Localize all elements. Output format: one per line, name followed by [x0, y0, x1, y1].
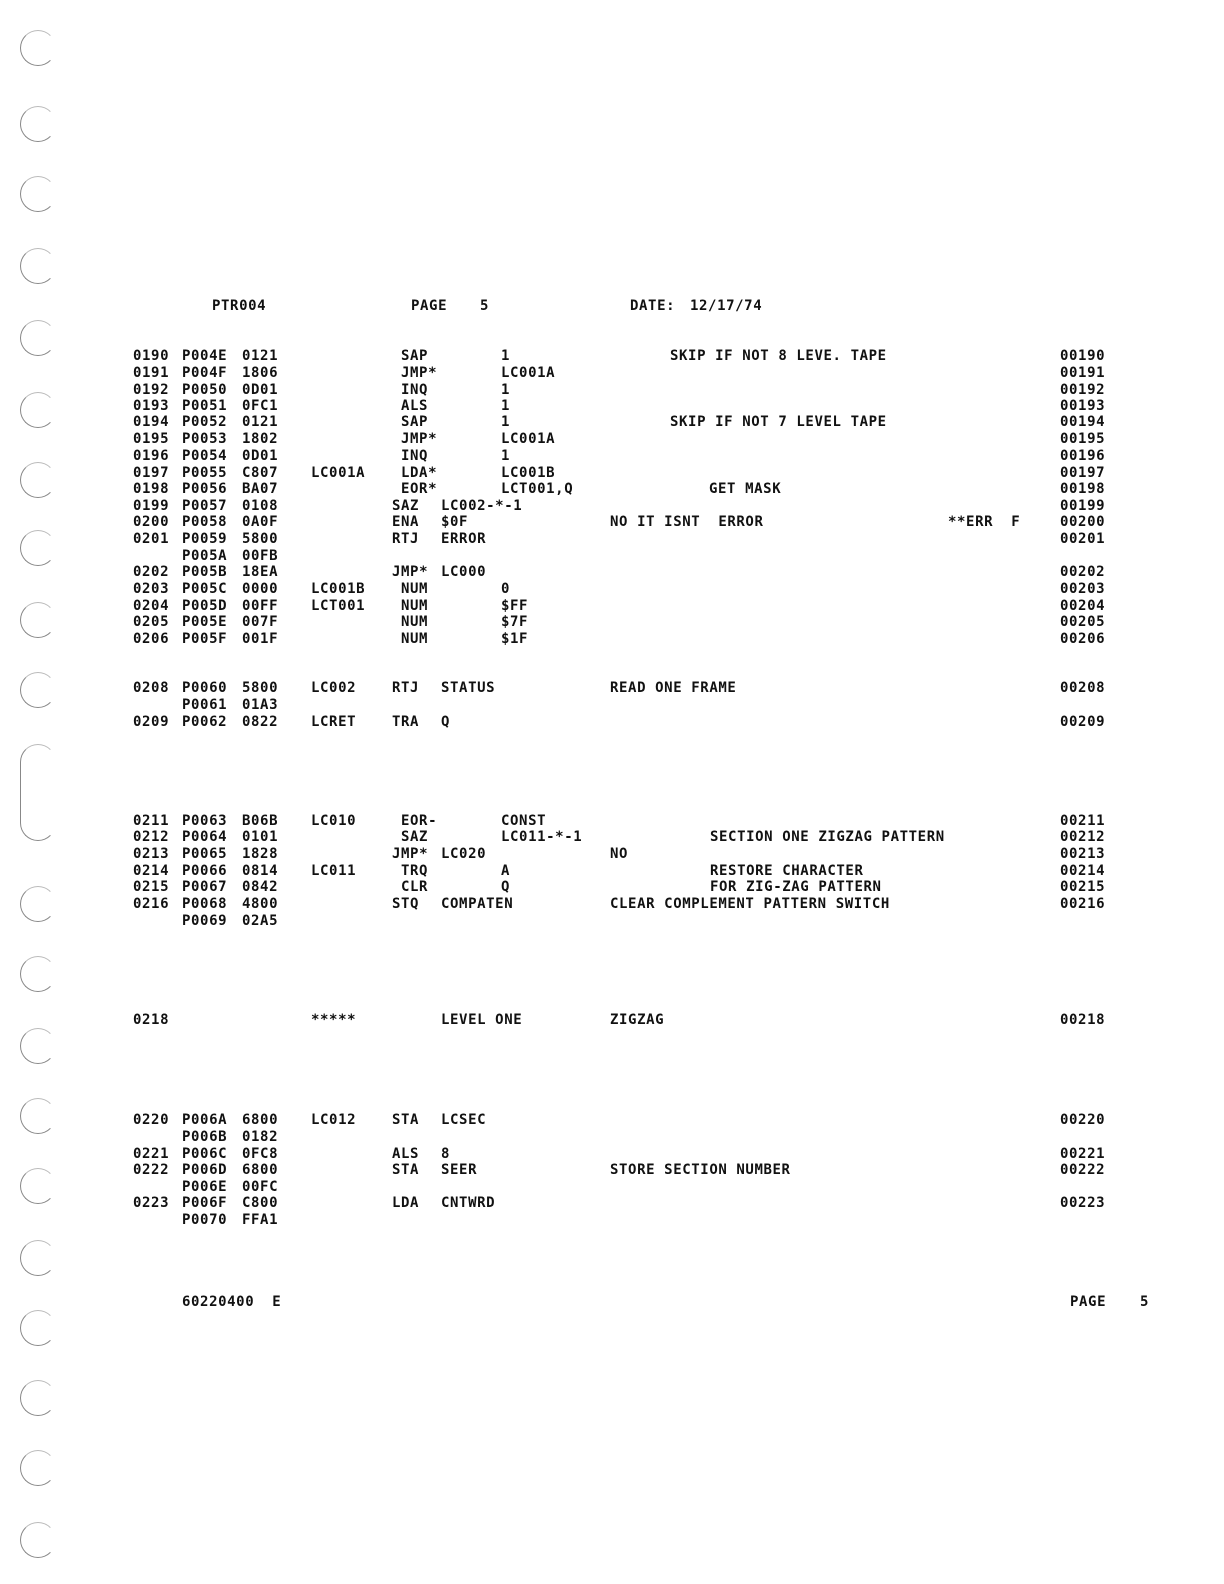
- punch-holes: [14, 30, 74, 1570]
- opcode: RTJ: [392, 680, 420, 696]
- address: P0055: [182, 465, 228, 481]
- sequence-number: 00216: [1060, 896, 1106, 912]
- punch-hole-icon: [20, 1168, 56, 1204]
- object-code: 0842: [242, 879, 279, 895]
- opcode: SAZ: [401, 829, 429, 845]
- comment: READ ONE FRAME: [610, 680, 737, 696]
- operand: LCSEC: [441, 1112, 487, 1128]
- address: P0056: [182, 481, 228, 497]
- punch-hole-icon: [20, 1310, 56, 1346]
- object-code: 0108: [242, 498, 279, 514]
- address: P006F: [182, 1195, 228, 1211]
- address: P0051: [182, 398, 228, 414]
- punch-hole-icon: [20, 462, 56, 498]
- operand: $7F: [501, 614, 529, 630]
- comment: SKIP IF NOT 7 LEVEL TAPE: [670, 414, 887, 430]
- object-code: 0121: [242, 414, 279, 430]
- sequence-number: 00201: [1060, 531, 1106, 547]
- operand: A: [501, 863, 511, 879]
- line-number: 0199: [133, 498, 170, 514]
- label: LC011: [311, 863, 357, 879]
- address: P0065: [182, 846, 228, 862]
- sequence-number: 00206: [1060, 631, 1106, 647]
- opcode: NUM: [401, 614, 429, 630]
- address: P006B: [182, 1129, 228, 1145]
- line-number: 0204: [133, 598, 170, 614]
- line-number: 0191: [133, 365, 170, 381]
- address: P0068: [182, 896, 228, 912]
- line-number: 0192: [133, 382, 170, 398]
- address: P0060: [182, 680, 228, 696]
- sequence-number: 00218: [1060, 1012, 1106, 1028]
- object-code: 5800: [242, 531, 279, 547]
- line-number: 0203: [133, 581, 170, 597]
- error-flag: **ERR F: [948, 514, 1021, 530]
- comment: NO IT ISNT ERROR: [610, 514, 764, 530]
- line-number: 0202: [133, 564, 170, 580]
- header-date: 12/17/74: [690, 298, 763, 314]
- sequence-number: 00212: [1060, 829, 1106, 845]
- line-number: 0214: [133, 863, 170, 879]
- operand: STATUS: [441, 680, 496, 696]
- header-page-number: 5: [480, 298, 490, 314]
- comment: STORE SECTION NUMBER: [610, 1162, 791, 1178]
- address: P006A: [182, 1112, 228, 1128]
- opcode: NUM: [401, 581, 429, 597]
- opcode: TRQ: [401, 863, 429, 879]
- object-code: 6800: [242, 1162, 279, 1178]
- object-code: 4800: [242, 896, 279, 912]
- comment: GET MASK: [709, 481, 782, 497]
- object-code: 0D01: [242, 382, 279, 398]
- address: P0052: [182, 414, 228, 430]
- operand: 1: [501, 382, 511, 398]
- object-code: 0814: [242, 863, 279, 879]
- punch-hole-icon: [20, 530, 56, 566]
- opcode: NUM: [401, 598, 429, 614]
- sequence-number: 00213: [1060, 846, 1106, 862]
- address: P0057: [182, 498, 228, 514]
- comment: RESTORE CHARACTER: [710, 863, 864, 879]
- object-code: 00FF: [242, 598, 279, 614]
- sequence-number: 00196: [1060, 448, 1106, 464]
- punch-hole-icon: [20, 956, 56, 992]
- opcode: RTJ: [392, 531, 420, 547]
- comment: SKIP IF NOT 8 LEVE. TAPE: [670, 348, 887, 364]
- punch-hole-icon: [20, 248, 56, 284]
- line-number: 0200: [133, 514, 170, 530]
- opcode: CLR: [401, 879, 429, 895]
- line-number: 0220: [133, 1112, 170, 1128]
- opcode: STA: [392, 1112, 420, 1128]
- sequence-number: 00195: [1060, 431, 1106, 447]
- address: P004E: [182, 348, 228, 364]
- sequence-number: 00215: [1060, 879, 1106, 895]
- punch-hole-icon: [20, 1380, 56, 1416]
- operand: LC000: [441, 564, 487, 580]
- address: P006C: [182, 1146, 228, 1162]
- punch-hole-icon: [20, 1450, 56, 1486]
- operand: 0: [501, 581, 511, 597]
- opcode: ENA: [392, 514, 420, 530]
- document-number: 60220400 E: [182, 1294, 282, 1310]
- line-number: 0212: [133, 829, 170, 845]
- object-code: 0D01: [242, 448, 279, 464]
- opcode: STQ: [392, 896, 420, 912]
- sequence-number: 00220: [1060, 1112, 1106, 1128]
- sequence-number: 00193: [1060, 398, 1106, 414]
- opcode: ALS: [392, 1146, 420, 1162]
- opcode: ALS: [401, 398, 429, 414]
- address: P004F: [182, 365, 228, 381]
- operand: ERROR: [441, 531, 487, 547]
- address: P005E: [182, 614, 228, 630]
- punch-hole-icon: [20, 1028, 56, 1064]
- object-code: BA07: [242, 481, 279, 497]
- opcode: JMP*: [401, 365, 438, 381]
- label: LCRET: [311, 714, 357, 730]
- sequence-number: 00223: [1060, 1195, 1106, 1211]
- operand: CONST: [501, 813, 547, 829]
- operand: LC002-*-1: [441, 498, 523, 514]
- address: P005B: [182, 564, 228, 580]
- address: P0058: [182, 514, 228, 530]
- comment: NO: [610, 846, 629, 862]
- opcode: SAZ: [392, 498, 420, 514]
- line-number: 0197: [133, 465, 170, 481]
- punch-hole-icon: [20, 106, 56, 142]
- line-number: 0218: [133, 1012, 170, 1028]
- object-code: 0A0F: [242, 514, 279, 530]
- operand: SEER: [441, 1162, 478, 1178]
- header-page-label: PAGE: [411, 298, 448, 314]
- opcode: STA: [392, 1162, 420, 1178]
- object-code: 0000: [242, 581, 279, 597]
- punch-hole-icon: [20, 176, 56, 212]
- opcode: NUM: [401, 631, 429, 647]
- opcode: EOR-: [401, 813, 438, 829]
- opcode: JMP*: [401, 431, 438, 447]
- label: LCT001: [311, 598, 366, 614]
- operand: Q: [501, 879, 511, 895]
- sequence-number: 00194: [1060, 414, 1106, 430]
- opcode: TRA: [392, 714, 420, 730]
- line-number: 0211: [133, 813, 170, 829]
- sequence-number: 00197: [1060, 465, 1106, 481]
- address: P005A: [182, 548, 228, 564]
- operand: LC020: [441, 846, 487, 862]
- punch-hole-icon: [20, 602, 56, 638]
- object-code: 0FC8: [242, 1146, 279, 1162]
- label: LC001A: [311, 465, 366, 481]
- sequence-number: 00209: [1060, 714, 1106, 730]
- line-number: 0205: [133, 614, 170, 630]
- address: P005C: [182, 581, 228, 597]
- operand: $FF: [501, 598, 529, 614]
- object-code: 0121: [242, 348, 279, 364]
- line-number: 0198: [133, 481, 170, 497]
- object-code: 18EA: [242, 564, 279, 580]
- punch-hole-icon: [20, 392, 56, 428]
- opcode: INQ: [401, 382, 429, 398]
- operand: LC011-*-1: [501, 829, 583, 845]
- line-number: 0208: [133, 680, 170, 696]
- operand: LCT001,Q: [501, 481, 574, 497]
- object-code: 00FC: [242, 1179, 279, 1195]
- object-code: C800: [242, 1195, 279, 1211]
- label: LC010: [311, 813, 357, 829]
- object-code: 6800: [242, 1112, 279, 1128]
- address: P0070: [182, 1212, 228, 1228]
- line-number: 0206: [133, 631, 170, 647]
- sequence-number: 00208: [1060, 680, 1106, 696]
- line-number: 0209: [133, 714, 170, 730]
- object-code: FFA1: [242, 1212, 279, 1228]
- line-number: 0195: [133, 431, 170, 447]
- line-number: 0215: [133, 879, 170, 895]
- punch-hole-icon: [20, 1522, 56, 1558]
- operand: LC001B: [501, 465, 556, 481]
- sequence-number: 00203: [1060, 581, 1106, 597]
- address: P0064: [182, 829, 228, 845]
- sequence-number: 00214: [1060, 863, 1106, 879]
- address: P0066: [182, 863, 228, 879]
- sequence-number: 00221: [1060, 1146, 1106, 1162]
- sequence-number: 00211: [1060, 813, 1106, 829]
- operand: 1: [501, 414, 511, 430]
- operand: $0F: [441, 514, 469, 530]
- opcode: JMP*: [392, 564, 429, 580]
- line-number: 0222: [133, 1162, 170, 1178]
- object-code: 1802: [242, 431, 279, 447]
- object-code: 02A5: [242, 913, 279, 929]
- sequence-number: 00199: [1060, 498, 1106, 514]
- operand: CNTWRD: [441, 1195, 496, 1211]
- line-number: 0223: [133, 1195, 170, 1211]
- comment: FOR ZIG-ZAG PATTERN: [710, 879, 882, 895]
- label: LC002: [311, 680, 357, 696]
- address: P0050: [182, 382, 228, 398]
- address: P0054: [182, 448, 228, 464]
- operand: Q: [441, 714, 451, 730]
- object-code: 01A3: [242, 697, 279, 713]
- address: P005F: [182, 631, 228, 647]
- footer-page-number: 5: [1140, 1294, 1150, 1310]
- address: P0063: [182, 813, 228, 829]
- punch-hole-icon: [20, 672, 56, 708]
- comment: ZIGZAG: [610, 1012, 665, 1028]
- sequence-number: 00222: [1060, 1162, 1106, 1178]
- punch-hole-icon: [20, 30, 56, 66]
- sequence-number: 00204: [1060, 598, 1106, 614]
- comment: CLEAR COMPLEMENT PATTERN SWITCH: [610, 896, 890, 912]
- opcode: EOR*: [401, 481, 438, 497]
- sequence-number: 00190: [1060, 348, 1106, 364]
- object-code: 5800: [242, 680, 279, 696]
- object-code: 0182: [242, 1129, 279, 1145]
- line-number: 0193: [133, 398, 170, 414]
- line-number: 0213: [133, 846, 170, 862]
- address: P006E: [182, 1179, 228, 1195]
- punch-slot-icon: [20, 744, 56, 841]
- sequence-number: 00192: [1060, 382, 1106, 398]
- operand: 1: [501, 398, 511, 414]
- operand: LC001A: [501, 431, 556, 447]
- object-code: 1828: [242, 846, 279, 862]
- sequence-number: 00205: [1060, 614, 1106, 630]
- object-code: B06B: [242, 813, 279, 829]
- operand: $1F: [501, 631, 529, 647]
- operand: 1: [501, 348, 511, 364]
- opcode: INQ: [401, 448, 429, 464]
- comment: SECTION ONE ZIGZAG PATTERN: [710, 829, 945, 845]
- address: P0053: [182, 431, 228, 447]
- object-code: 00FB: [242, 548, 279, 564]
- operand: LC001A: [501, 365, 556, 381]
- sequence-number: 00191: [1060, 365, 1106, 381]
- punch-hole-icon: [20, 1240, 56, 1276]
- opcode: LDA*: [401, 465, 438, 481]
- punch-hole-icon: [20, 1098, 56, 1134]
- address: P0059: [182, 531, 228, 547]
- footer-page-label: PAGE: [1070, 1294, 1107, 1310]
- operand: 8: [441, 1146, 451, 1162]
- line-number: 0221: [133, 1146, 170, 1162]
- address: P005D: [182, 598, 228, 614]
- line-number: 0196: [133, 448, 170, 464]
- punch-hole-icon: [20, 886, 56, 922]
- operand: LEVEL ONE: [441, 1012, 523, 1028]
- opcode: LDA: [392, 1195, 420, 1211]
- opcode: SAP: [401, 348, 429, 364]
- line-number: 0194: [133, 414, 170, 430]
- sequence-number: 00202: [1060, 564, 1106, 580]
- object-code: 0101: [242, 829, 279, 845]
- object-code: C807: [242, 465, 279, 481]
- address: P0069: [182, 913, 228, 929]
- object-code: 007F: [242, 614, 279, 630]
- object-code: 0FC1: [242, 398, 279, 414]
- sequence-number: 00200: [1060, 514, 1106, 530]
- label: LC012: [311, 1112, 357, 1128]
- program-name: PTR004: [212, 298, 267, 314]
- operand: COMPATEN: [441, 896, 514, 912]
- address: P006D: [182, 1162, 228, 1178]
- line-number: 0216: [133, 896, 170, 912]
- object-code: 0822: [242, 714, 279, 730]
- address: P0062: [182, 714, 228, 730]
- punch-hole-icon: [20, 320, 56, 356]
- label: *****: [311, 1012, 357, 1028]
- object-code: 001F: [242, 631, 279, 647]
- line-number: 0190: [133, 348, 170, 364]
- sequence-number: 00198: [1060, 481, 1106, 497]
- address: P0061: [182, 697, 228, 713]
- label: LC001B: [311, 581, 366, 597]
- object-code: 1806: [242, 365, 279, 381]
- line-number: 0201: [133, 531, 170, 547]
- operand: 1: [501, 448, 511, 464]
- header-date-label: DATE:: [630, 298, 676, 314]
- opcode: SAP: [401, 414, 429, 430]
- opcode: JMP*: [392, 846, 429, 862]
- address: P0067: [182, 879, 228, 895]
